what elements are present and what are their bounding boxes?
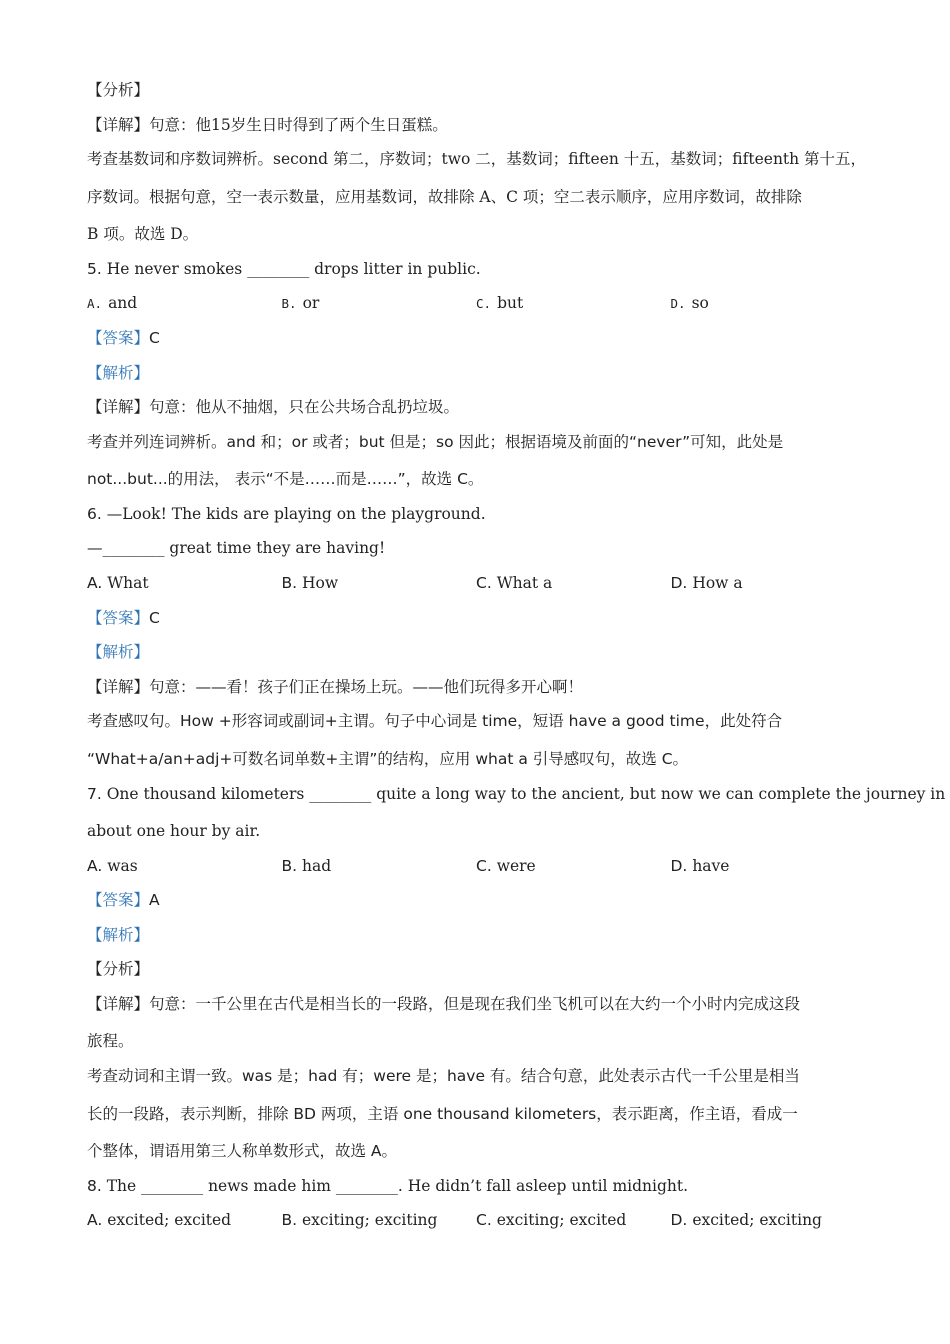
explanation-line: 个整体，谓语用第三人称单数形式，故选 A。: [87, 1142, 398, 1161]
answer-label: 【答案】: [87, 328, 150, 347]
question-stem-line-2: about one hour by air.: [87, 822, 261, 840]
option-b[interactable]: B. exciting; exciting: [281, 1211, 438, 1230]
explanation-line: “What+a/an+adj+可数名词单数+主谓”的结构，应用 what a 引导感叹句，故选 C。: [87, 749, 689, 768]
answer-value: C: [149, 608, 160, 627]
answer-line: [87, 324, 877, 359]
explanation-line: 考查基数词和序数词辨析。second 第二，序数词；two 二，基数词；fifteen 十五，基数词；fifteenth 第十五，: [87, 150, 867, 169]
option-d[interactable]: D. How a: [670, 574, 743, 593]
answer-value: A: [149, 891, 160, 910]
explanation-line: not...but...的用法， 表示“不是……而是……”，故选 C。: [87, 470, 484, 489]
question-stem: One thousand kilometers ________ quite a long way to the ancient, but now we can complete the journey in: [101, 784, 946, 803]
options-row: [87, 852, 877, 887]
question-stem-line-2: —________ great time they are having!: [87, 539, 386, 558]
explanation-line: 长的一段路，表示判断，排除 BD 两项，主语 one thousand kilometers，表示距离，作主语，看成一: [87, 1104, 798, 1123]
detail-meaning: 【详解】句意：他15岁生日时得到了两个生日蛋糕。: [87, 115, 448, 134]
analysis-label: 【解析】: [87, 925, 150, 944]
options-row: [87, 1206, 877, 1241]
analysis-label: 【解析】: [87, 363, 150, 382]
option-c[interactable]: C. exciting; excited: [476, 1211, 627, 1230]
option-b[interactable]: B. or: [281, 294, 320, 313]
option-b[interactable]: B. had: [281, 856, 332, 875]
answer-line: [87, 604, 877, 639]
explanation-line: 考查感叹句。How +形容词或副词+主谓。句子中心词是 time，短语 have a good time，此处符合: [87, 712, 783, 731]
explanation-line: 序数词。根据句意，空一表示数量，应用基数词，故排除 A、C 项；空二表示顺序，应用序数词，故排除: [87, 187, 802, 206]
answer-line: [87, 886, 877, 921]
explanation-line: 考查动词和主谓一致。was 是；had 有；were 是；have 有。结合句意，此处表示古代一千公里是相当: [87, 1067, 800, 1086]
options-row: [87, 569, 877, 604]
detail-meaning: 【详解】句意：一千公里在古代是相当长的一段路，但是现在我们坐飞机可以在大约一个小时内完成这段: [87, 994, 801, 1013]
detail-meaning: 【详解】句意：——看！孩子们正在操场上玩。——他们玩得多开心啊！: [87, 677, 584, 696]
question-number: 8.: [87, 1176, 102, 1195]
detail-meaning: 旅程。: [87, 1032, 134, 1051]
question-5: [87, 255, 877, 290]
option-d[interactable]: D. excited; exciting: [670, 1211, 822, 1230]
options-row: [87, 289, 877, 324]
answer-label: 【答案】: [87, 891, 150, 910]
option-d[interactable]: D. have: [670, 856, 730, 875]
question-number: 6.: [87, 504, 102, 523]
analysis-label: 【分析】: [87, 960, 150, 979]
question-8: [87, 1172, 877, 1207]
question-stem: The ________ news made him ________. He didn’t fall asleep until midnight.: [101, 1176, 689, 1195]
question-number: 7.: [87, 784, 102, 803]
document-page: [87, 76, 946, 1241]
option-c[interactable]: C. but: [476, 294, 524, 313]
analysis-label: 【分析】: [87, 81, 150, 99]
question-stem: He never smokes ________ drops litter in public.: [101, 259, 481, 278]
option-c[interactable]: C. were: [476, 856, 536, 875]
question-stem: —Look! The kids are playing on the playground.: [101, 504, 486, 523]
option-a[interactable]: A. and: [87, 294, 138, 313]
answer-value: C: [149, 328, 160, 347]
question-7: [87, 780, 946, 818]
explanation-line: B 项。故选 D。: [87, 225, 199, 244]
question-6: [87, 500, 877, 535]
detail-meaning: 【详解】句意：他从不抽烟，只在公共场合乱扔垃圾。: [87, 398, 460, 417]
option-a[interactable]: A. excited; excited: [87, 1211, 232, 1230]
option-c[interactable]: C. What a: [476, 574, 553, 593]
option-a[interactable]: A. was: [87, 856, 138, 875]
analysis-label: 【解析】: [87, 643, 150, 662]
option-d[interactable]: D. so: [670, 294, 709, 313]
explanation-line: 考查并列连词辨析。and 和；or 或者；but 但是；so 因此；根据语境及前面的“never”可知，此处是: [87, 432, 784, 451]
option-a[interactable]: A. What: [87, 574, 149, 593]
question-number: 5.: [87, 259, 102, 278]
option-b[interactable]: B. How: [281, 574, 339, 593]
answer-label: 【答案】: [87, 608, 150, 627]
